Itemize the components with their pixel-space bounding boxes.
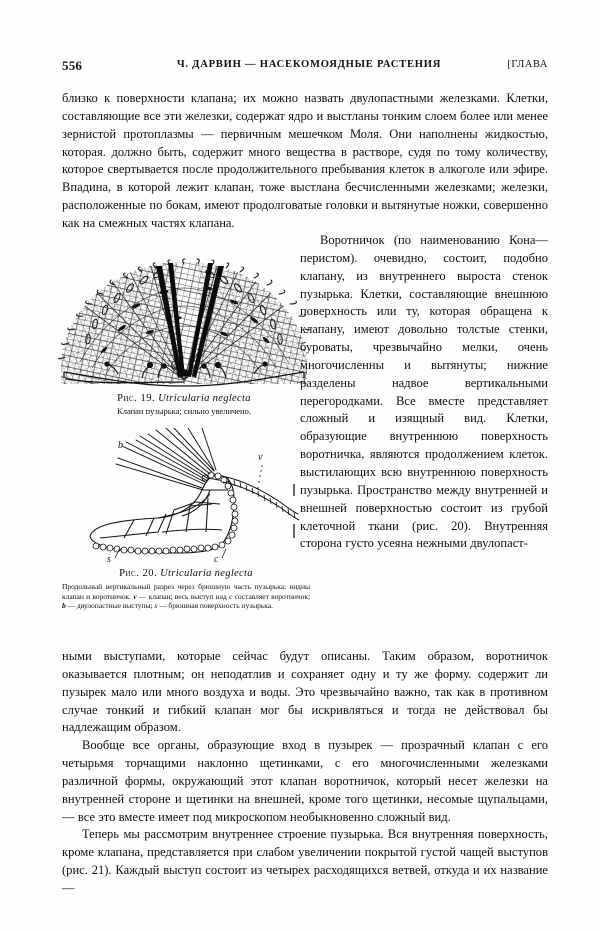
figure-20-subcaption-label-s: s	[154, 600, 158, 610]
figure-20-number: Рис. 20.	[119, 568, 158, 579]
body-paragraph-right-block	[300, 232, 548, 553]
figure-20-label-c: c	[214, 554, 219, 563]
figure-20-subcaption-label-c: c	[229, 591, 233, 601]
paragraph-top: близко к поверхности клапана; их можно назвать двулопастными железками. Клетки, составляющие все эти железки, содержат ядро и выстланы тонким слоем более или менее зернистой протоплазмы — первичным мешечком Моля. Они наполнены жидкостью, которая. должно быть, содержит много вещества в растворе, судя по тому количеству, которое свертывается после продолжительного пребывания клеток в алкоголе или эфире. Впадина, в которой лежит клапан, тоже выстлана бесчисленными железками; железки, расположенные по бокам, имеют продолговатые головки и вытянутые ножки, совершенно как на смежных частях клапана.	[62, 91, 548, 230]
figure-20-caption	[62, 568, 310, 580]
figure-20-label-v: v	[258, 452, 263, 463]
figure-20-subcaption-after-s: — брюшная поверхность пузырька.	[157, 600, 273, 610]
figure-20-species: Utricularia neglecta	[160, 568, 253, 579]
figure-20-subcaption-line1: Продольный вертикальный разрез через брюшную часть	[62, 582, 251, 592]
figure-20-subcaption-after-v: — клапан;	[136, 591, 173, 601]
figure-20	[62, 428, 310, 610]
figure-19-subcaption: Клапан пузырька; сильно увеличено.	[117, 406, 251, 417]
figure-19-number: Рис. 19.	[117, 393, 156, 404]
figure-19-illustration	[58, 258, 310, 388]
figure-19-caption	[58, 393, 310, 405]
figure-20-subcaption	[62, 582, 310, 609]
figure-20-subcaption-after-c: составляет воротничок;	[232, 591, 311, 601]
page-number: 556	[62, 58, 83, 73]
figure-20-subcaption-line2: пузырька; видны клапан и воротничок.	[62, 582, 310, 601]
running-head	[62, 58, 548, 74]
figure-20-label-s: s	[107, 554, 111, 563]
paragraph-bottom-1: ными выступами, которые сейчас будут описаны. Таким образом, воротничок оказывается плотным; он неподатлив и сохраняет одну и ту же форму. содержит ли пузырек мало или много воздуха и воды. Это чрезвычайно важно, так как в противном случае тонкий и гибкий клапан мог бы искривляться и тогда не действовал бы надлежащим образом.	[62, 649, 548, 735]
figure-20-illustration	[62, 428, 310, 563]
figure-20-subcaption-label-v: v	[133, 591, 137, 601]
paragraph-bottom-2: Вообще все органы, образующие вход в пузырек — прозрачный клапан с его четырьмя торчащими наклонно щетинками, с его многочисленными железками различной формы, окружающий этот клапан воротничок, который несет железки на внутренней стороне и щетинки на внешней, кроме того щетинки, несомые щупальцами,— все это вместе имеет под микроскопом необыкновенно сложный вид.	[62, 738, 548, 824]
figure-20-label-b: b	[118, 440, 123, 451]
paragraph-right: Воротничок (по наименованию Кона—перистом). очевидно, состоит, подобно клапану, из внутреннего выроста стенок пузырька. Клетки, составляющие внешнюю поверхность или ту, которая обращена к клапану, имеют довольно толстые стенки, буроваты, чрезвычайно мелки, очень многочисленны и вытянуты; нижние разделены надвое вертикальными перегородками. Все вместе представляет сложный и изящный вид. Клетки, образующие внутреннюю поверхность воротничка, являются продолжением клеток. выстилающих всю внутреннюю поверхность пузырька. Пространство между внутренней и внешней поверхностью состоит из грубой клеточной ткани (рис. 20). Внутренняя сторона густо усеяна нежными двулопаст-	[300, 233, 548, 551]
figure-20-subcaption-after-b: — двулопастные выступы;	[65, 600, 153, 610]
figure-20-subcaption-line3: весь выступ над	[174, 591, 227, 601]
running-title: Ч. ДАРВИН — НАСЕКОМОЯДНЫЕ РАСТЕНИЯ	[176, 59, 442, 70]
body-paragraph-bottom-block	[62, 648, 548, 898]
body-paragraph-top-block	[62, 90, 548, 233]
figure-19	[58, 258, 310, 417]
figure-19-species: Utricularia neglecta	[158, 393, 251, 404]
figure-20-subcaption-label-b: b	[62, 600, 66, 610]
paragraph-bottom-3: Теперь мы рассмотрим внутреннее строение пузырька. Вся внутренняя поверхность, кроме клапана, представляется при слабом увеличении покрытой густой чащей выступов (рис. 21). Каждый выступ состоит из четырех расходящихся ветвей, откуда и их название —	[62, 827, 548, 895]
chapter-marker: [ГЛАВА	[507, 59, 548, 70]
